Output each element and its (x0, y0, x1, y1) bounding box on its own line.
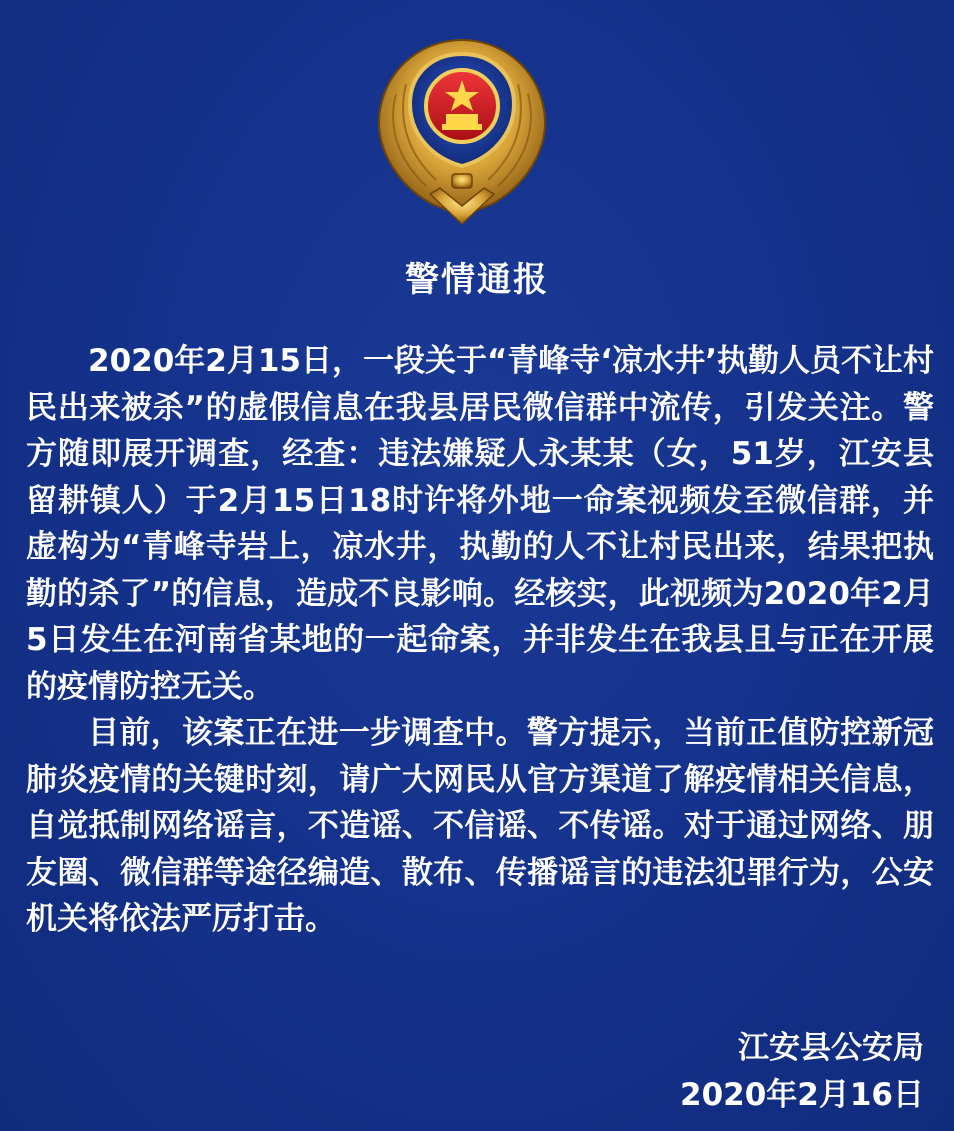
signature-date: 2020年2月16日 (680, 1077, 924, 1113)
signature-org: 江安县公安局 (738, 1030, 924, 1066)
notice-paragraph: 目前，该案正在进一步调查中。警方提示，当前正值防控新冠肺炎疫情的关键时刻，请广大网民从官方渠道了解疫情相关信息，自觉抵制网络谣言，不造谣、不信谣、不传谣。对于通过网络、朋友圈、微信群等途径编造、散布、传播谣言的违法犯罪行为，公安机关将依法严厉打击。 (26, 715, 934, 937)
notice-body (26, 338, 934, 943)
police-badge-icon (366, 34, 558, 234)
notice-paragraph: 2020年2月15日，一段关于“青峰寺‘凉水井’执勤人员不让村民出来被杀”的虚假信息在我县居民微信群中流传，引发关注。警方随即展开调查，经查：违法嫌疑人永某某（女，51岁，江安县留耕镇人）于2月15日18时许将外地一命案视频发至微信群，并虚构为“青峰寺岩上，凉水井，执勤的人不让村民出来，结果把执勤的杀了”的信息，造成不良影响。经核实，此视频为2020年2月5日发生在河南省某地的一起命案，并非发生在我县且与正在开展的疫情防控无关。 (26, 343, 934, 705)
notice-title: 警情通报 (405, 260, 549, 300)
